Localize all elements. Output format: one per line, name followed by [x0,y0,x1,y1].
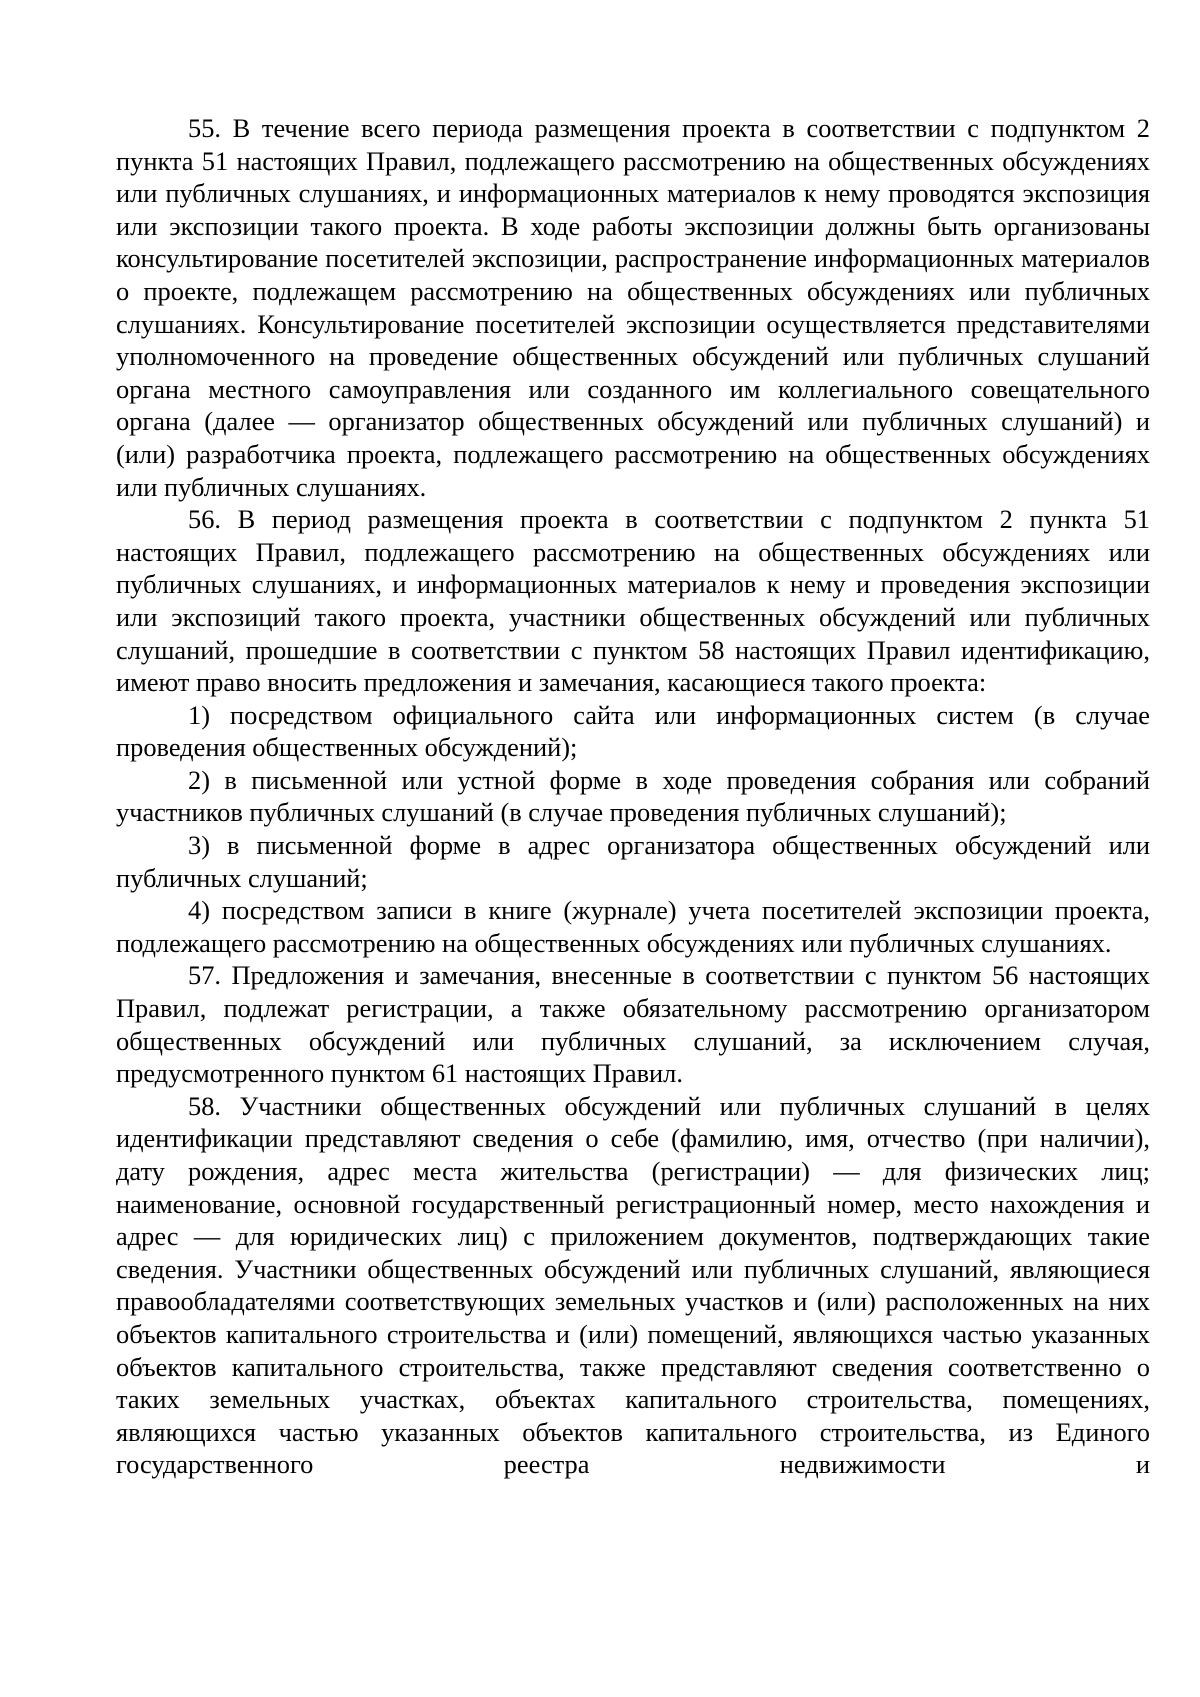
list-item-3: 3) в письменной форме в адрес организатора общественных обсуждений или публичных слушаний; [116,830,1150,893]
list-item-4: 4) посредством записи в книге (журнале) учета посетителей экспозиции проекта, подлежащего рассмотрению на общественных обсуждениях или публичных слушаниях. [116,895,1150,958]
list-item-1: 1) посредством официального сайта или информационных систем (в случае проведения общественных обсуждений); [116,699,1150,763]
paragraph-57: 57. Предложения и замечания, внесенные в соответствии с пунктом 56 настоящих Правил, подлежат регистрации, а также обязательному рассмотрению организатором общественных обсуждений или публичных слушаний, за исключением случая, предусмотренного пунктом 61 настоящих Правил. [116,960,1150,1089]
list-item-2: 2) в письменной или устной форме в ходе проведения собрания или собраний участников публичных слушаний (в случае проведения публичных слушаний); [116,764,1150,828]
document-body [116,112,1150,1481]
paragraph-55: 55. В течение всего периода размещения проекта в соответствии с подпунктом 2 пункта 51 настоящих Правил, подлежащего рассмотрению на общественных обсуждениях или публичных слушаниях, и информационных материалов к нему проводятся экспозиция или экспозиции такого проекта. В ходе работы экспозиции должны быть организованы консультирование посетителей экспозиции, распространение информационных материалов о проекте, подлежащем рассмотрению на общественных обсуждениях или публичных слушаниях. Консультирование посетителей экспозиции осуществляется представителями уполномоченного на проведение общественных обсуждений или публичных слушаний органа местного самоуправления или созданного им коллегиального совещательного органа (далее — организатор общественных обсуждений или публичных слушаний) и (или) разработчика проекта, подлежащего рассмотрению на общественных обсуждениях или публичных слушаниях. [116,113,1150,502]
paragraph-56: 56. В период размещения проекта в соответствии с подпунктом 2 пункта 51 настоящих Правил, подлежащего рассмотрению на общественных обсуждениях или публичных слушаниях, и информационных материалов к нему и проведения экспозиции или экспозиций такого проекта, участники общественных обсуждений или публичных слушаний, прошедшие в соответствии с пунктом 58 настоящих Правил идентификацию, имеют право вносить предложения и замечания, касающиеся такого проекта: [116,504,1150,698]
paragraph-58: 58. Участники общественных обсуждений или публичных слушаний в целях идентификации представляют сведения о себе (фамилию, имя, отчество (при наличии), дату рождения, адрес места жительства (регистрации) — для физических лиц; наименование, основной государственный регистрационный номер, место нахождения и адрес — для юридических лиц) с приложением документов, подтверждающих такие сведения. Участники общественных обсуждений или публичных слушаний, являющиеся правообладателями соответствующих земельных участков и (или) расположенных на них объектов капитального строительства и (или) помещений, являющихся частью указанных объектов капитального строительства, также представляют сведения соответственно о таких земельных участках, объектах капитального строительства, помещениях, являющихся частью указанных объектов капитального строительства, из Единого государственного реестра недвижимости и [116,1090,1150,1480]
